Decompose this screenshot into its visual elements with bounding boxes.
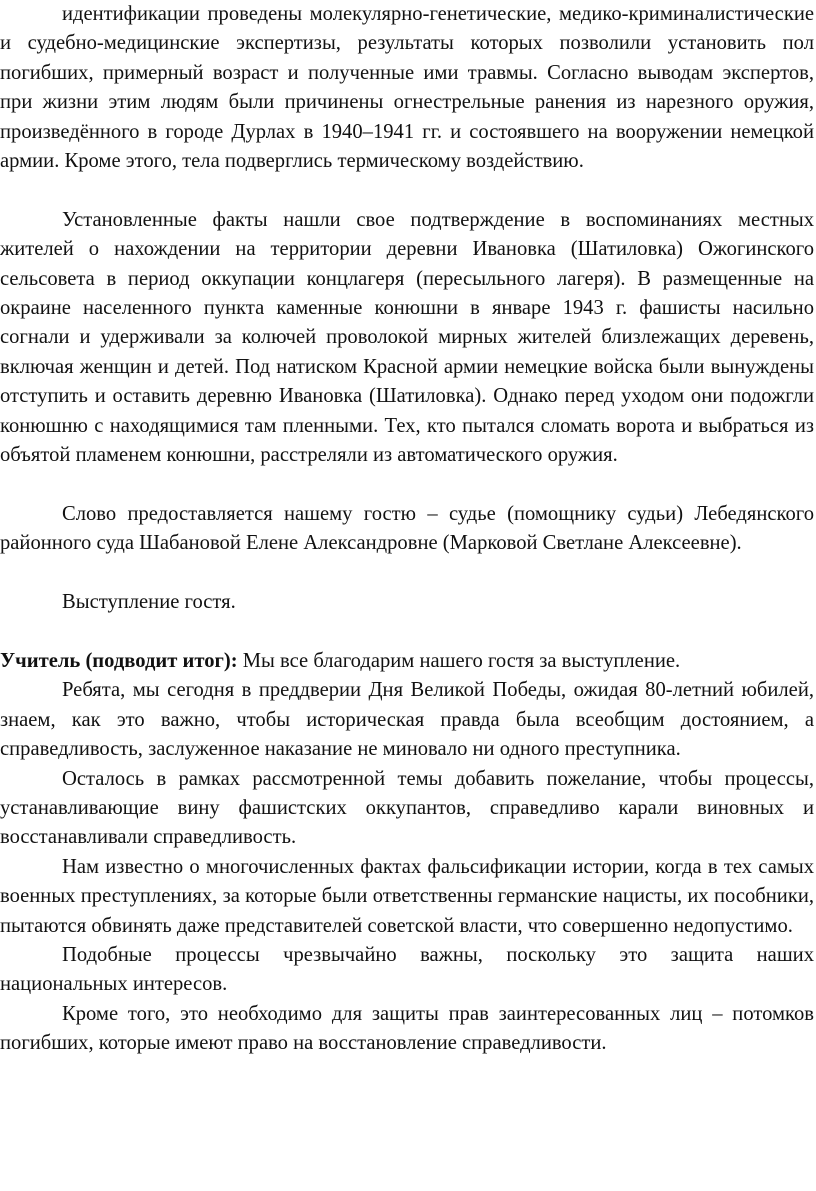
- paragraph-closing-5: Кроме того, это необходимо для защиты прав заинтересованных лиц – потомков погибших, которые имеют право на восстановление справедливости.: [0, 1002, 814, 1055]
- spacer: [0, 470, 814, 499]
- paragraph-closing-4: Подобные процессы чрезвычайно важны, поскольку это защита наших национальных интересов.: [0, 943, 814, 996]
- paragraph-closing-1: Ребята, мы сегодня в преддверии Дня Великой Победы, ожидая 80-летний юбилей, знаем, как это важно, чтобы историческая правда была всеобщим достоянием, а справедливость, заслуженное наказание не миновало ни одного преступника.: [0, 679, 814, 761]
- paragraph-closing-2: Осталось в рамках рассмотренной темы добавить пожелание, чтобы процессы, устанавливающие вину фашистских оккупантов, справедливо карали виновных и восстанавливали справедливость.: [0, 767, 814, 849]
- paragraph-teacher: [0, 647, 814, 676]
- teacher-text: Мы все благодарим нашего гостя за выступление.: [237, 649, 681, 672]
- paragraph-guest-intro: Слово предоставляется нашему гостю – судье (помощнику судьи) Лебедянского районного суда Шабановой Елене Александровне (Марковой Светлане Алексеевне).: [0, 502, 814, 555]
- spacer: [0, 617, 814, 646]
- paragraph-guest-speech: Выступление гостя.: [62, 591, 236, 614]
- teacher-label: Учитель (подводит итог):: [0, 649, 238, 672]
- spacer: [0, 176, 814, 205]
- spacer: [0, 559, 814, 588]
- paragraph-facts: Установленные факты нашли свое подтверждение в воспоминаниях местных жителей о нахождении на территории деревни Ивановка (Шатиловка) Ожогинского сельсовета в период оккупации концлагеря (пересыльного лагеря). В размещенные на окраине населенного пункта каменные конюшни в январе 1943 г. фашисты насильно согнали и удерживали за колючей проволокой мирных жителей близлежащих деревень, включая женщин и детей. Под натиском Красной армии немецкие войска были вынуждены отступить и оставить деревню Ивановка (Шатиловка). Однако перед уходом они подожгли конюшню с находящимися там пленными. Тех, кто пытался сломать ворота и выбраться из объятой пламенем конюшни, расстреляли из автоматического оружия.: [0, 208, 814, 467]
- paragraph-expertise: идентификации проведены молекулярно-генетические, медико-криминалистические и судебно-медицинские экспертизы, результаты которых позволили установить пол погибших, примерный возраст и полученные ими травмы. Согласно выводам экспертов, при жизни этим людям были причинены огнестрельные ранения из нарезного оружия, произведённого в городе Дурлах в 1940–1941 гг. и состоявшего на вооружении немецкой армии. Кроме этого, тела подверглись термическому воздействию.: [0, 3, 814, 173]
- paragraph-closing-3: Нам известно о многочисленных фактах фальсификации истории, когда в тех самых военных преступлениях, за которые были ответственны германские нацисты, их пособники, пытаются обвинять даже представителей советской власти, что совершенно недопустимо.: [0, 855, 814, 937]
